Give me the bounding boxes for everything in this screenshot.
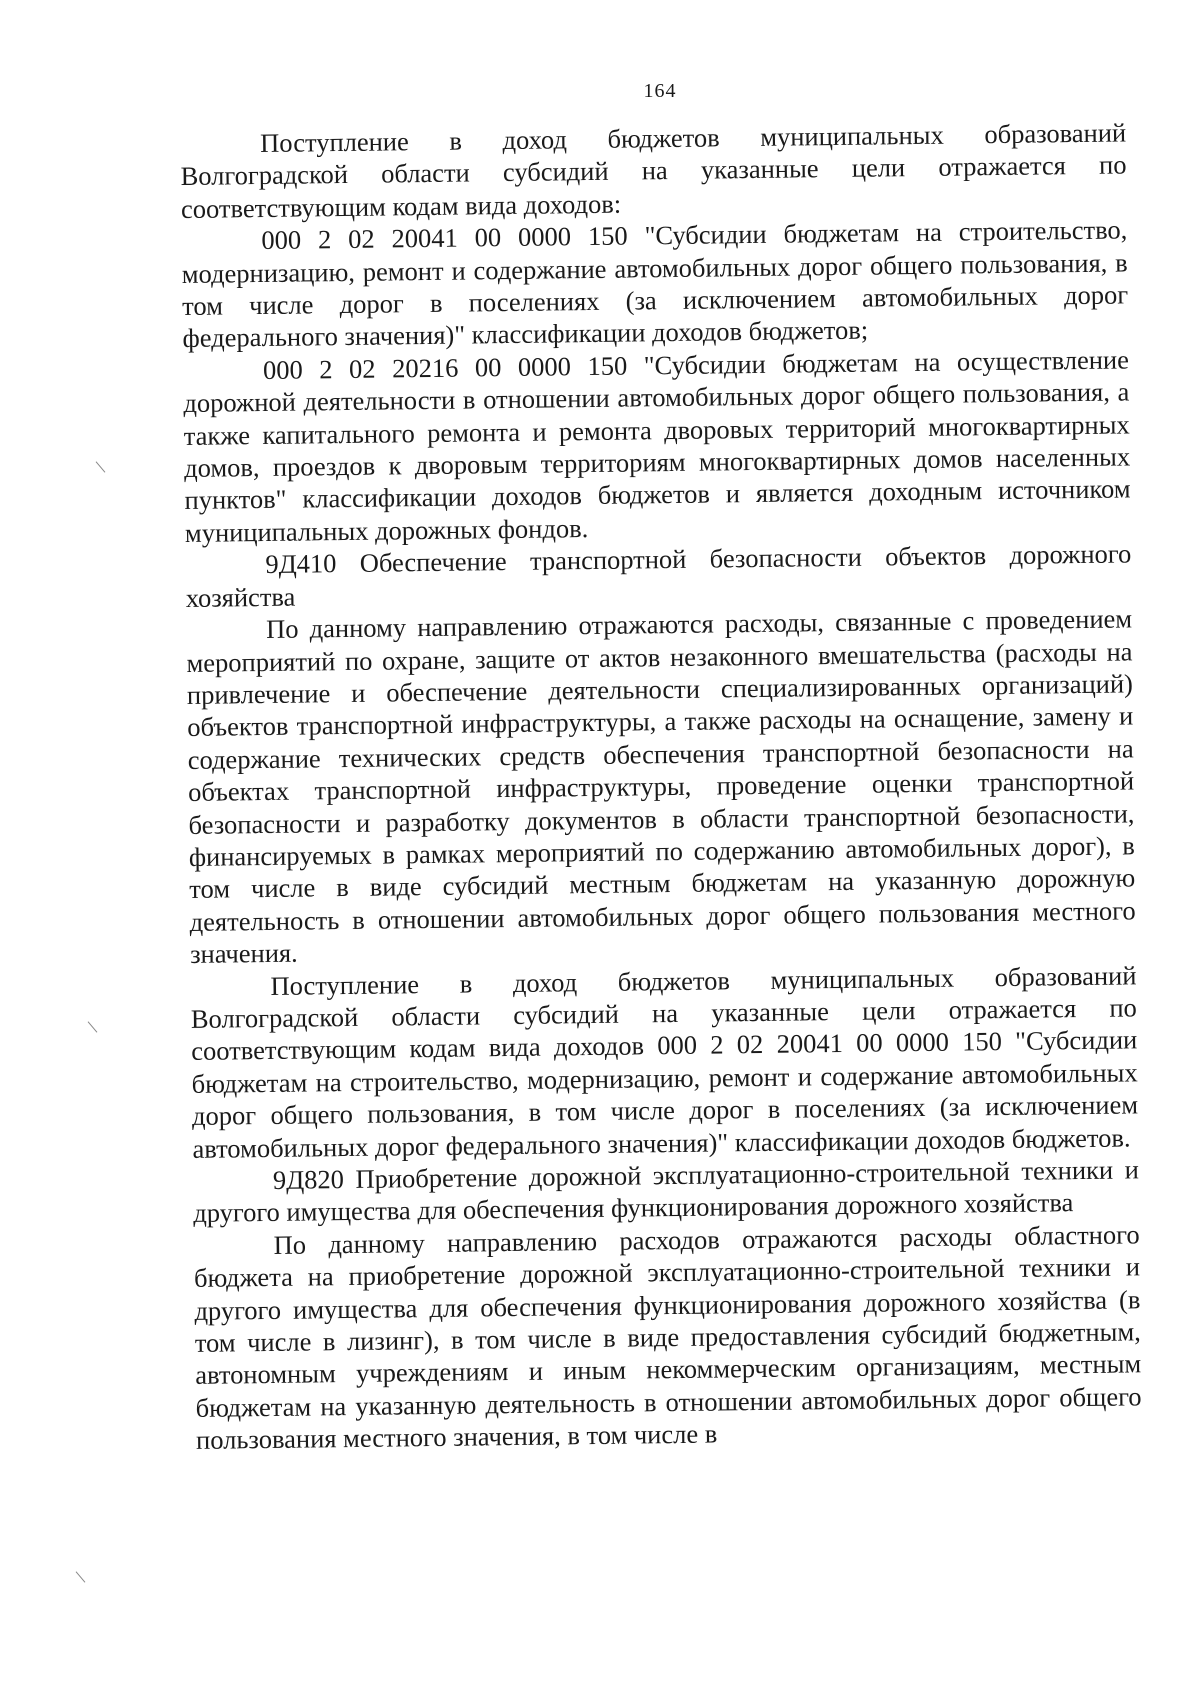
paragraph-9d410-description: По данному направлению отражаются расходы, связанные с проведением мероприятий по охране, защите от актов незаконного вмешательства (расходы на привлечение и обеспечение деятельности специализированных организаций) объектов транспортной инфраструктуры, а также расходы на оснащение, замену и содержание технических средств обеспечения транспортной безопасности на объектах транспортной инфраструктуры, проведение оценки транспортной безопасности и разработку документов в области транспортной безопасности, финансируемых в рамках мероприятий по содержанию автомобильных дорог), в том числе в виде субсидий местным бюджетам на указанную дорожную деятельность в отношении автомобильных дорог общего пользования местного значения.: [186, 603, 1136, 970]
document-body: [180, 116, 1142, 1456]
paragraph-code-20216: 000 2 02 20216 00 0000 150 "Субсидии бюджетам на осуществление дорожной деятельности в отношении автомобильных дорог общего пользования, а также капитального ремонта и ремонта дворовых территорий многоквартирных домов, проездов к дворовым территориям многоквартирных домов населенных пунктов" классификации доходов бюджетов и является доходным источником муниципальных дорожных фондов.: [183, 344, 1131, 548]
scan-mark: [88, 1021, 98, 1032]
scan-mark: [96, 461, 106, 472]
scan-mark: [76, 1571, 86, 1582]
paragraph-code-20041: 000 2 02 20041 00 0000 150 "Субсидии бюджетам на строительство, модернизацию, ремонт и содержание автомобильных дорог общего пользования, в том числе дорог в поселениях (за исключением автомобильных дорог федерального значения)" классификации доходов бюджетов;: [181, 214, 1129, 354]
heading-9d820: 9Д820 Приобретение дорожной эксплуатационно-строительной техники и другого имущества для обеспечения функционирования дорожного хозяйства: [193, 1154, 1139, 1229]
page-number: 164: [643, 80, 677, 102]
paragraph-income-intro: Поступление в доход бюджетов муниципальных образований Волгоградской области субсидий на указанные цели отражается по соответствующим кодам вида доходов:: [180, 117, 1127, 224]
paragraph-9d820-description: По данному направлению расходов отражаются расходы областного бюджета на приобретение дорожной эксплуатационно-строительной техники и другого имущества для обеспечения функционирования дорожного хозяйства (в том числе в лизинг), в том числе в виде предоставления субсидий бюджетным, автономным учреждениям и иным некоммерческим организациям, местным бюджетам на указанную деятельность в отношении автомобильных дорог общего пользования местного значения, в том числе в: [193, 1219, 1142, 1456]
paragraph-income-9d410: Поступление в доход бюджетов муниципальных образований Волгоградской области субсидий на указанные цели отражается по соответствующим кодам вида доходов 000 2 02 20041 00 0000 150 "Субсидии бюджетам на строительство, модернизацию, ремонт и содержание автомобильных дорог общего пользования, в том числе дорог в поселениях (за исключением автомобильных дорог федерального значения)" классификации доходов бюджетов.: [190, 959, 1139, 1164]
heading-9d410: 9Д410 Обеспечение транспортной безопасности объектов дорожного хозяйства: [185, 538, 1132, 613]
